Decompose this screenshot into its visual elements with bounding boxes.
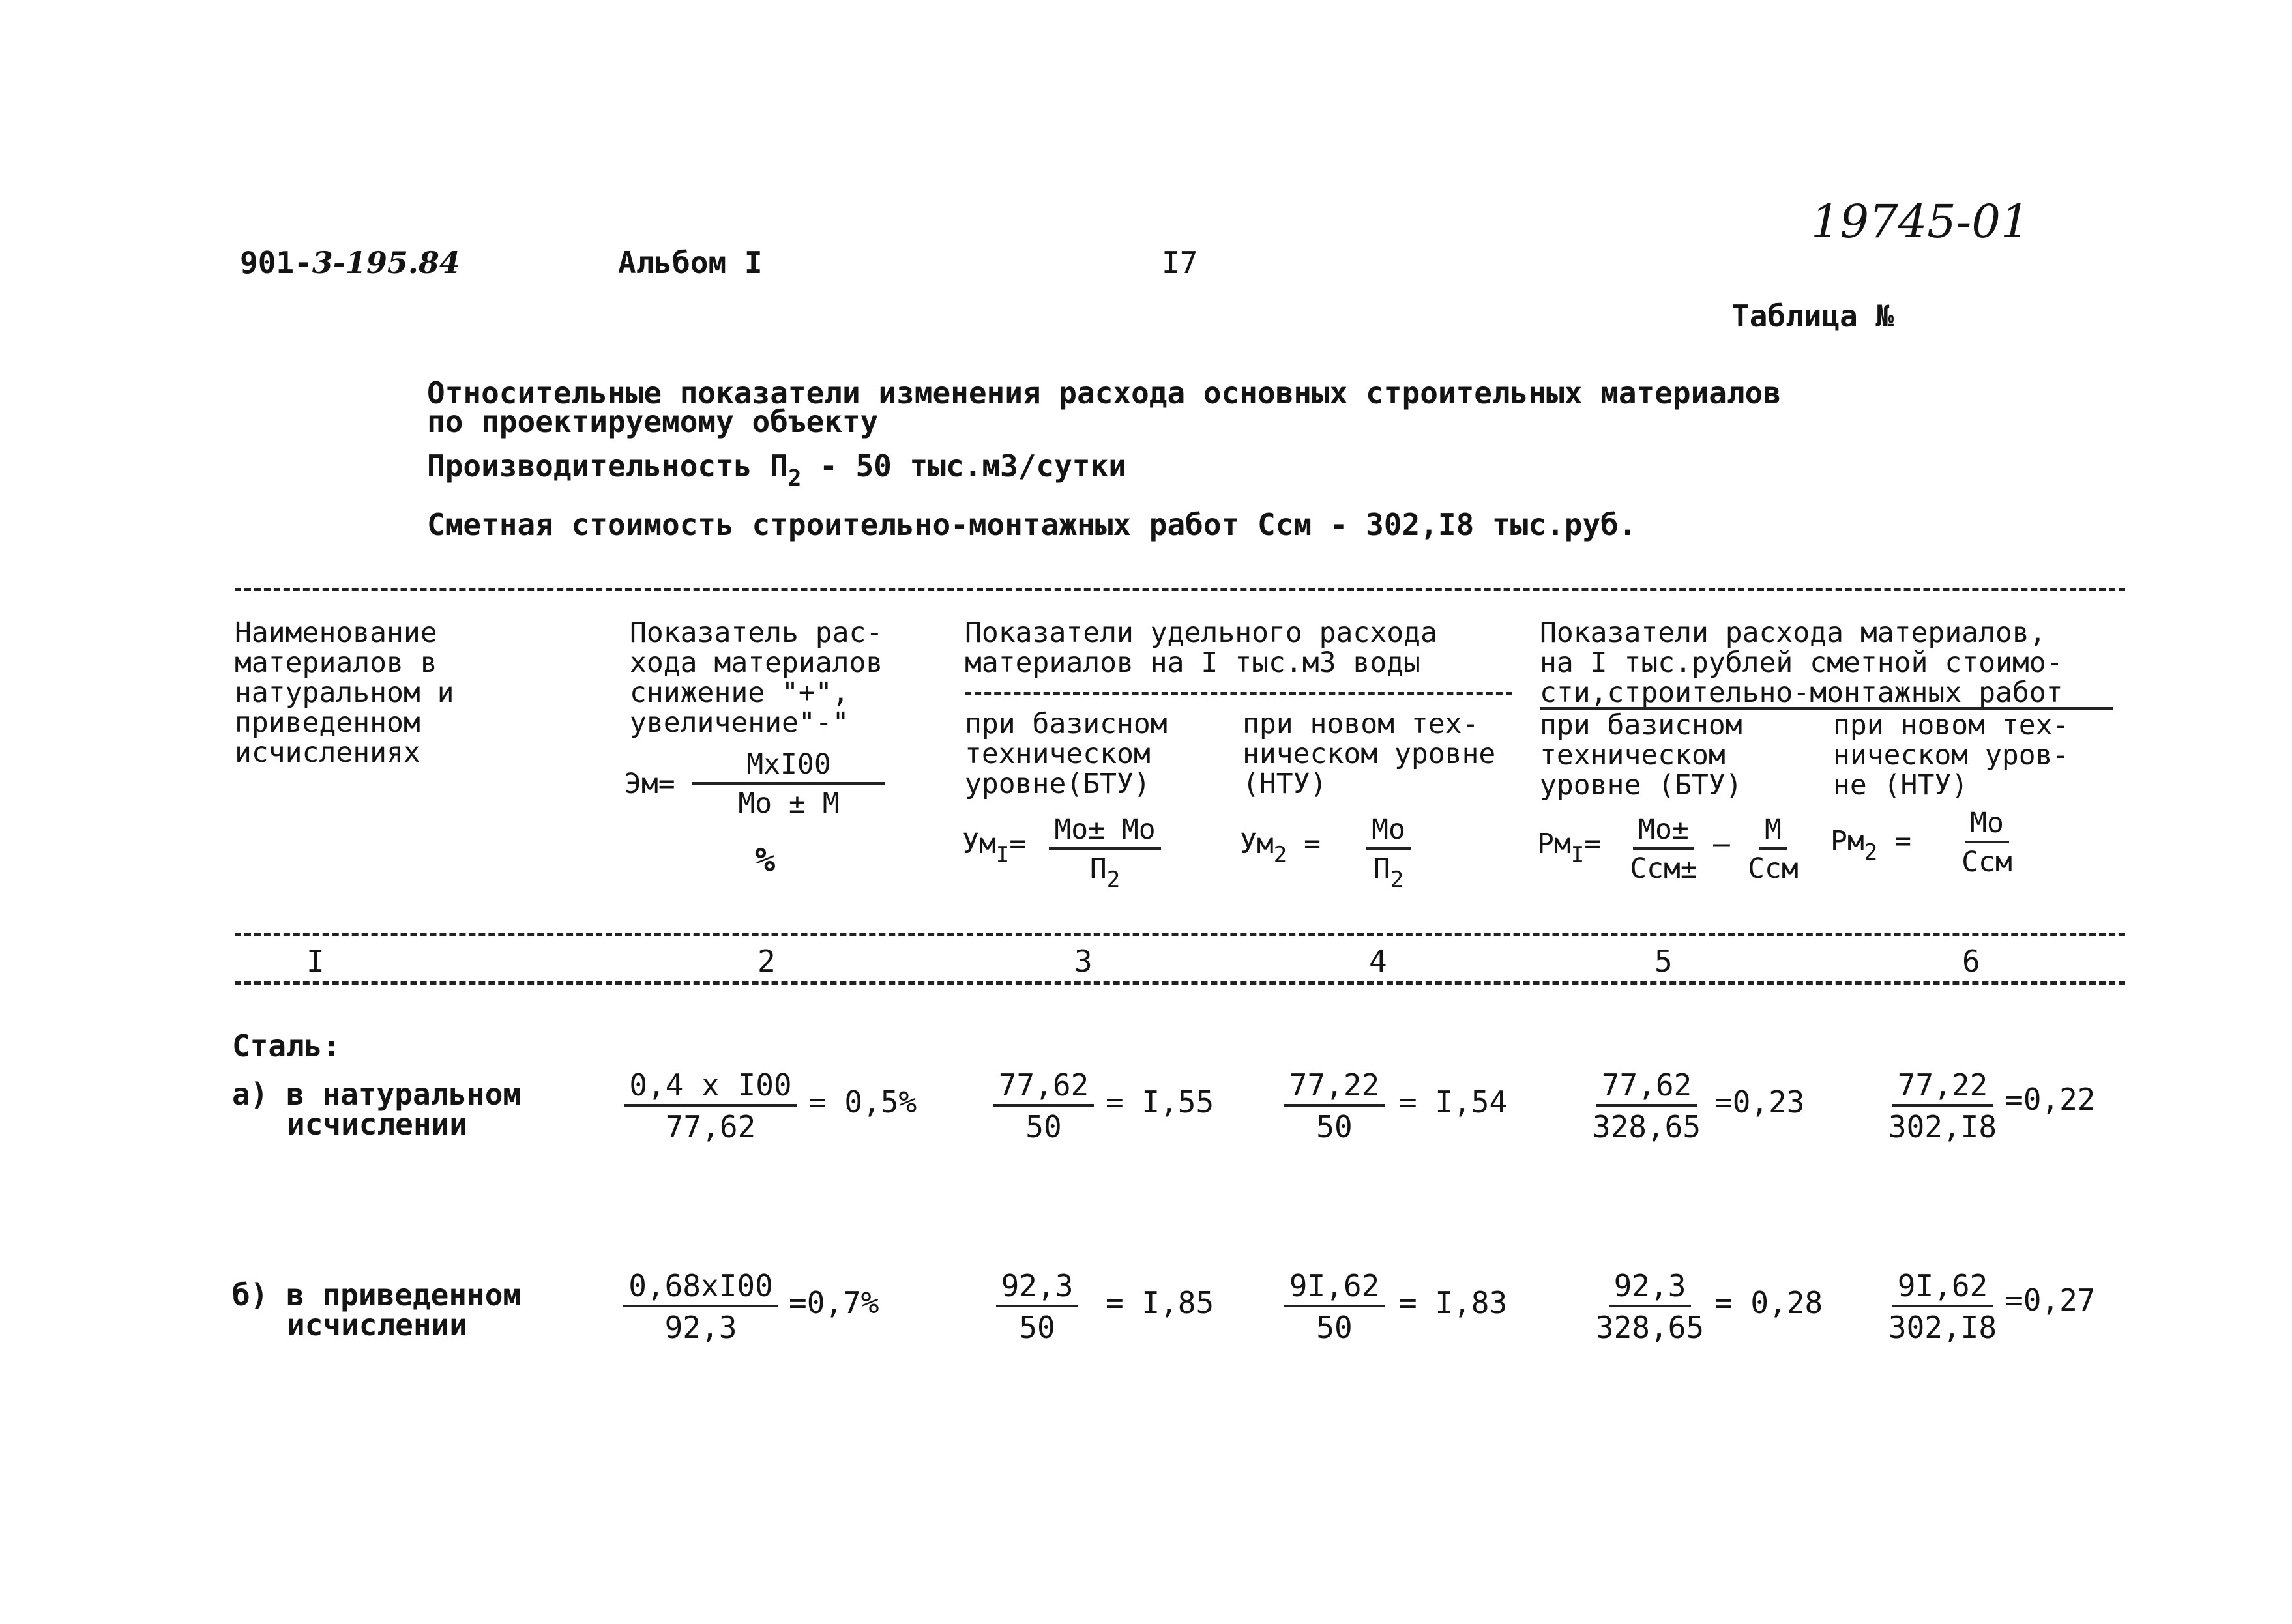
col5-lhs-sub: I (1570, 842, 1585, 868)
col2-formula-unit: % (755, 841, 776, 880)
row-a-c5-denominator: 328,65 (1592, 1109, 1701, 1144)
col5-header-line: при базисном (1540, 709, 1742, 742)
col2-formula-numerator: МхI00 (692, 749, 885, 785)
col3-lhs-sub: I (995, 842, 1010, 868)
row-a-c4-numerator: 77,22 (1284, 1069, 1385, 1107)
row-b-c6-numerator: 9I,62 (1892, 1269, 1993, 1307)
doc-code-handwritten: 3-195.84 (312, 245, 460, 280)
column-number-3: 3 (1074, 944, 1093, 979)
row-b-c4-fraction (1279, 1269, 1390, 1344)
col3-lhs-text: Ум (962, 828, 996, 860)
row-a-c3-result: = I,55 (1106, 1084, 1214, 1120)
row-a-c4-result: = I,54 (1399, 1084, 1508, 1120)
col2-formula-lhs: Эм= (624, 768, 675, 800)
col3-formula-lhs: $Ум_I=$ (962, 828, 1027, 868)
row-b-c2-fraction (613, 1269, 789, 1344)
col3-formula-fraction (1030, 813, 1180, 893)
cost-line: Сметная стоимость строительно-монтажных работ Cсм - 302,I8 тыс.руб. (427, 507, 1637, 542)
col4-den-text: П (1373, 852, 1390, 885)
col5-formula-lhs: $Рм_I=$ (1537, 828, 1602, 868)
row-a-label (232, 1077, 522, 1142)
row-b-c3-numerator: 92,3 (996, 1269, 1079, 1307)
row-b-label (232, 1277, 522, 1342)
col56-group-header (1540, 618, 2063, 708)
row-a-c3-numerator: 77,62 (993, 1069, 1094, 1107)
page-number: I7 (1162, 245, 1198, 280)
col4-formula-lhs: $Ум_2$ = (1240, 828, 1321, 868)
row-b-c2-result: =0,7% (789, 1285, 879, 1320)
col6-header (1833, 710, 2069, 800)
col56-header-line: на I тыс.рублей сметной стоимо- (1540, 646, 2063, 679)
archive-number: 19745-01 (1811, 195, 2030, 248)
row-b-c5-denominator: 328,65 (1595, 1310, 1705, 1345)
col5-header-line: техническом (1540, 739, 1726, 772)
row-b-c5-result: = 0,28 (1714, 1285, 1823, 1320)
row-a-c2-fraction (619, 1069, 802, 1143)
table-top-rule (235, 588, 2125, 591)
col3-den-sub: 2 (1106, 867, 1121, 893)
row-a-c6-result: =0,22 (2005, 1082, 2096, 1117)
row-b-c3-denominator: 50 (1019, 1310, 1055, 1345)
col6-header-line: не (НТУ) (1833, 769, 1969, 802)
row-a-c2-result: = 0,5% (808, 1084, 917, 1120)
column-numbers-rule (235, 981, 2125, 985)
row-a-c2-numerator: 0,4 х I00 (624, 1069, 797, 1107)
column-number-5: 5 (1654, 944, 1673, 979)
col4-formula-denominator (1373, 850, 1404, 893)
row-a-c5-result: =0,23 (1714, 1084, 1805, 1120)
col3-header (965, 709, 1168, 799)
doc-code (240, 246, 460, 279)
col3-formula-denominator (1089, 850, 1121, 893)
col2-formula-fraction (691, 749, 887, 819)
col4-header-line: ническом уровне (1242, 738, 1496, 770)
section-title: Сталь: (232, 1028, 341, 1064)
col2-header (630, 618, 883, 738)
column-number-6: 6 (1962, 944, 1980, 979)
row-b-c3-result: = I,85 (1106, 1285, 1214, 1320)
col5-lhs-text: Рм (1537, 828, 1571, 860)
col3-header-line: при базисном (965, 708, 1168, 740)
col4-header (1242, 709, 1495, 799)
col4-formula-numerator: Мо (1366, 815, 1411, 850)
col6-lhs-sub: 2 (1864, 839, 1878, 865)
col5-formula-numerator-2: М (1759, 815, 1787, 850)
col2-header-line: Показатель рас- (630, 616, 883, 649)
table-label: Таблица № (1731, 298, 1894, 334)
col34-group-header (965, 618, 1437, 678)
col5-formula-denominator-1: Ссм± (1630, 852, 1697, 885)
col34-header-line: Показатели удельного расхода (965, 616, 1437, 649)
row-b-c2-denominator: 92,3 (664, 1310, 737, 1345)
row-a-c4-denominator: 50 (1316, 1109, 1353, 1144)
row-b-c6-fraction (1884, 1269, 2001, 1344)
col4-den-sub: 2 (1390, 867, 1404, 893)
col4-lhs-sub: 2 (1273, 842, 1287, 868)
col1-header-line: материалов в (235, 646, 437, 679)
col5-header (1540, 710, 1742, 800)
col5-header-line: уровне (БТУ) (1540, 769, 1742, 802)
col6-header-line: ническом уров- (1833, 739, 2070, 772)
row-b-c3-fraction (982, 1269, 1093, 1344)
row-a-c3-fraction (988, 1069, 1099, 1143)
row-b-c4-denominator: 50 (1316, 1310, 1353, 1345)
col3-header-line: техническом (965, 738, 1151, 770)
col3-formula-numerator: Мо± Мо (1049, 815, 1160, 850)
album-label: Альбом I (618, 245, 763, 280)
column-number-1: I (306, 944, 325, 979)
col5-formula-fraction-2 (1734, 815, 1812, 884)
row-a-c4-fraction (1279, 1069, 1390, 1143)
col4-formula-fraction (1343, 813, 1434, 893)
col34-header-rule (965, 692, 1512, 695)
row-a-c6-numerator: 77,22 (1892, 1069, 1993, 1107)
row-b-c5-numerator: 92,3 (1609, 1269, 1692, 1307)
row-a-c3-denominator: 50 (1025, 1109, 1062, 1144)
col2-formula-denominator: Мо ± М (738, 787, 840, 820)
column-number-2: 2 (757, 944, 776, 979)
col56-header-line: сти,строительно-монтажных работ (1540, 676, 2063, 709)
row-a-c2-denominator: 77,62 (665, 1109, 756, 1144)
row-a-label-line: исчислении (287, 1107, 467, 1142)
productivity-prefix: Производительность П (427, 448, 788, 484)
col6-header-line: при новом тех- (1833, 709, 2070, 742)
col5-formula-denominator-2: Ссм (1748, 852, 1799, 885)
col4-header-line: при новом тех- (1242, 708, 1479, 740)
col5-formula-minus: – (1713, 828, 1730, 860)
productivity-line (427, 448, 1126, 491)
row-b-label-line: б) в приведенном (232, 1277, 522, 1312)
row-b-label-line: исчислении (287, 1307, 467, 1342)
row-b-c5-fraction (1588, 1269, 1712, 1344)
col1-header-line: натуральном и (235, 676, 454, 709)
col56-header-line: Показатели расхода материалов, (1540, 616, 2046, 649)
col1-header-line: исчислениях (235, 736, 420, 769)
row-a-label-line: а) в натуральном (232, 1077, 522, 1112)
row-b-c6-denominator: 302,I8 (1888, 1310, 1997, 1345)
row-a-c6-denominator: 302,I8 (1888, 1109, 1997, 1144)
col2-header-line: снижение "+", (630, 676, 849, 709)
title-line-1: Относительные показатели изменения расхода основных строительных материалов (427, 375, 1782, 411)
col3-header-line: уровне(БТУ) (965, 768, 1151, 800)
row-b-c6-result: =0,27 (2005, 1283, 2096, 1318)
productivity-value: - 50 тыс.м3/сутки (819, 448, 1126, 484)
col6-formula-fraction (1941, 808, 2033, 877)
col6-formula-denominator: Ссм (1961, 846, 2012, 878)
col5-formula-fraction-1 (1618, 815, 1709, 884)
col1-header-line: приведенном (235, 706, 420, 739)
col6-lhs-text: Рм (1830, 825, 1864, 858)
col1-header (235, 618, 454, 768)
col2-header-line: хода материалов (630, 646, 883, 679)
col1-header-line: Наименование (235, 616, 437, 649)
row-a-c6-fraction (1884, 1069, 2001, 1143)
col6-formula-numerator: Мо (1965, 808, 2009, 843)
header-bottom-rule (235, 933, 2125, 936)
row-b-c4-numerator: 9I,62 (1284, 1269, 1385, 1307)
row-b-c2-numerator: 0,68хI00 (623, 1269, 778, 1307)
title-line-2: по проектируемому объекту (427, 404, 879, 439)
column-number-4: 4 (1369, 944, 1387, 979)
col5-formula-numerator-1: Мо± (1633, 815, 1694, 850)
doc-code-printed: 901- (240, 245, 312, 280)
col4-lhs-text: Ум (1240, 828, 1274, 860)
row-b-c4-result: = I,83 (1399, 1285, 1508, 1320)
col3-den-text: П (1089, 852, 1107, 885)
productivity-sub: 2 (787, 465, 802, 491)
col2-header-line: увеличение"-" (630, 706, 849, 739)
row-a-c5-fraction (1588, 1069, 1705, 1143)
row-a-c5-numerator: 77,62 (1596, 1069, 1697, 1107)
col4-header-line: (НТУ) (1242, 768, 1327, 800)
col6-formula-lhs: $Рм_2$ = (1830, 825, 1912, 865)
col34-header-line: материалов на I тыс.м3 воды (965, 646, 1420, 679)
